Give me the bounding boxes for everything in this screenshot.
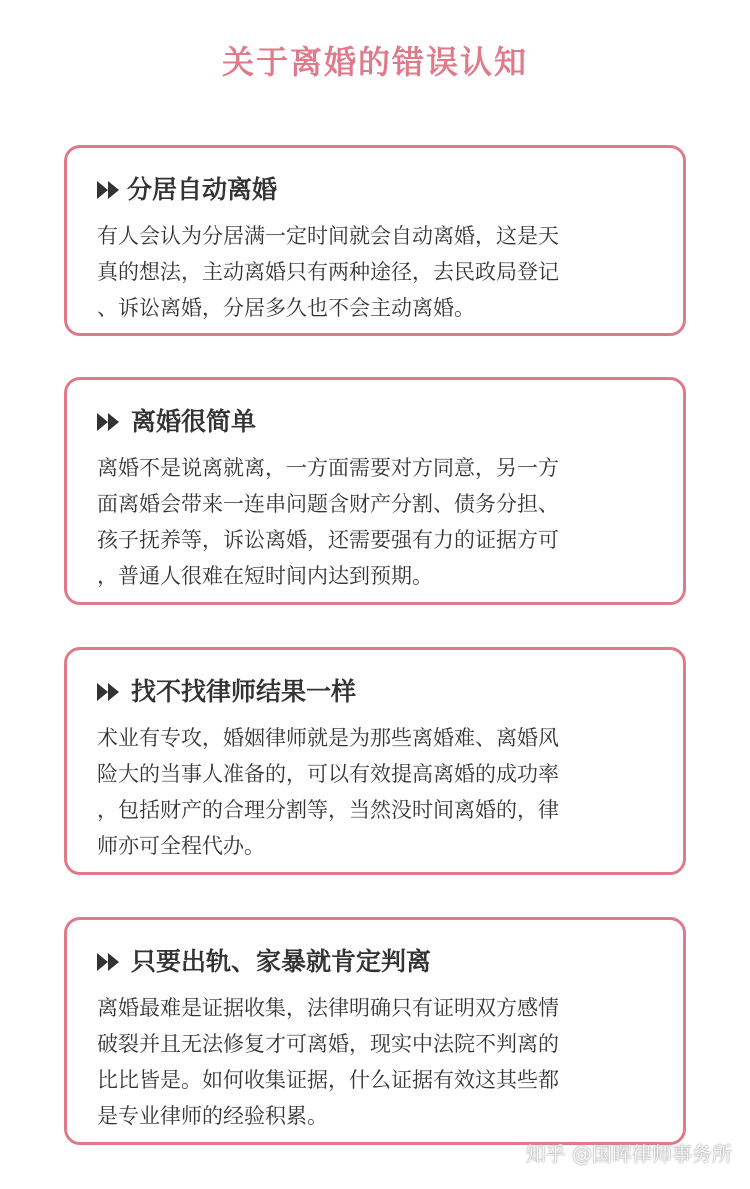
card-body — [97, 990, 657, 1134]
card-text-line: 、诉讼离婚，分居多久也不会主动离婚。 — [97, 296, 475, 320]
card-text-line: ，包括财产的合理分割等，当然没时间离婚的，律 — [97, 798, 559, 822]
card-text-line: 面离婚会带来一连串问题含财产分割、债务分担、 — [97, 492, 559, 516]
card-text-line: 是专业律师的经验积累。 — [97, 1104, 328, 1128]
card-title: 找不找律师结果一样 — [131, 677, 357, 706]
card-text-line: 术业有专攻，婚姻律师就是为那些离婚难、离婚风 — [97, 726, 559, 750]
zhihu-watermark: 知乎 @国晖律师事务所 — [525, 1142, 732, 1166]
double-arrow-icon — [97, 181, 121, 199]
card-text-line: ，普通人很难在短时间内达到预期。 — [97, 564, 433, 588]
card-text-line: 师亦可全程代办。 — [97, 834, 265, 858]
page-title: 关于离婚的错误认知 — [221, 43, 528, 81]
card-text-line: 险大的当事人准备的，可以有效提高离婚的成功率 — [97, 762, 559, 786]
card-title: 只要出轨、家暴就肯定判离 — [131, 947, 432, 976]
card-body — [97, 450, 657, 594]
card-text-line: 有人会认为分居满一定时间就会自动离婚，这是天 — [97, 224, 559, 248]
card-heading — [97, 170, 277, 210]
card-text-line: 孩子抚养等，诉讼离婚，还需要强有力的证据方可 — [97, 528, 559, 552]
card-title: 离婚很简单 — [131, 407, 257, 436]
card-separation-auto-divorce — [64, 145, 686, 336]
card-text-line: 比比皆是。如何收集证据，什么证据有效这其些都 — [97, 1068, 559, 1092]
card-text-line: 真的想法，主动离婚只有两种途径，去民政局登记 — [97, 260, 559, 284]
card-heading — [97, 942, 431, 982]
card-divorce-is-simple — [64, 377, 686, 605]
card-body — [97, 218, 657, 326]
card-heading — [97, 672, 356, 712]
card-infidelity-violence-guarantees-divorce — [64, 917, 686, 1145]
card-text-line: 离婚最难是证据收集，法律明确只有证明双方感情 — [97, 996, 559, 1020]
double-arrow-icon — [97, 413, 121, 431]
card-body — [97, 720, 657, 864]
card-lawyer-makes-no-difference — [64, 647, 686, 875]
card-title: 分居自动离婚 — [127, 175, 278, 204]
card-heading — [97, 402, 256, 442]
double-arrow-icon — [97, 683, 121, 701]
double-arrow-icon — [97, 953, 121, 971]
card-text-line: 破裂并且无法修复才可离婚，现实中法院不判离的 — [97, 1032, 559, 1056]
card-text-line: 离婚不是说离就离，一方面需要对方同意，另一方 — [97, 456, 559, 480]
